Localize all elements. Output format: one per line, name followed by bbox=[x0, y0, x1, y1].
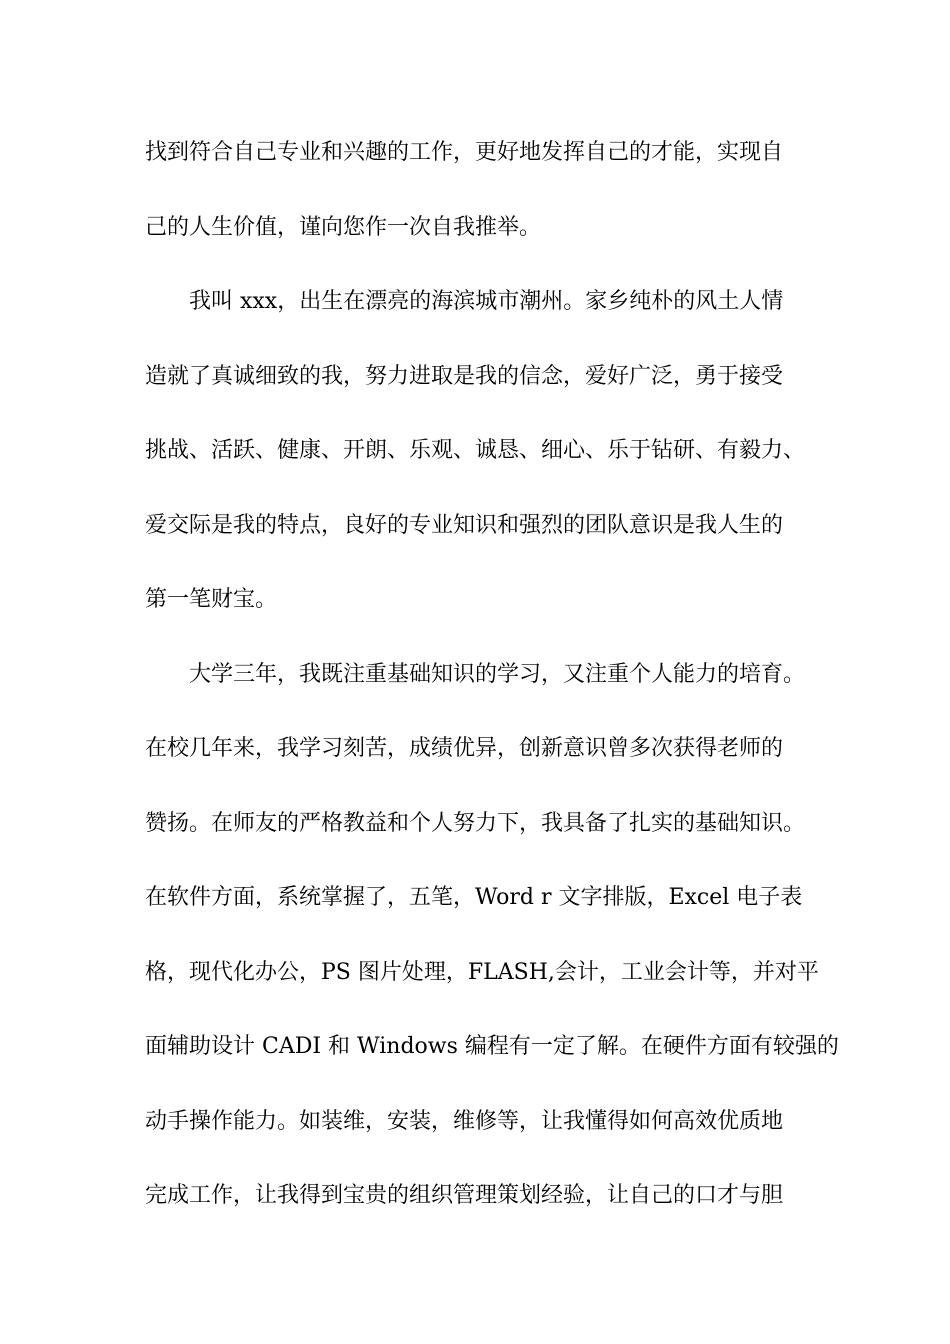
text-line: 己的人生价值，谨向您作一次自我推举。 bbox=[145, 214, 542, 240]
text-line: 造就了真诚细致的我，努力进取是我的信念，爱好广泛，勇于接受 bbox=[145, 363, 784, 389]
text-line: 爱交际是我的特点，良好的专业知识和强烈的团队意识是我人生的 bbox=[145, 512, 784, 538]
document-body bbox=[145, 120, 839, 1238]
text-line: 找到符合自己专业和兴趣的工作，更好地发挥自己的才能，实现自 bbox=[145, 140, 784, 165]
text-line: 在校几年来，我学习刻苦，成绩优异，创新意识曾多次获得老师的 bbox=[145, 736, 784, 761]
text-line: 面辅助设计 CADI 和 Windows 编程有一定了解。在硬件方面有较强的 bbox=[145, 1034, 839, 1059]
text-line: 第一笔财宝。 bbox=[145, 587, 278, 612]
text-line: 完成工作，让我得到宝贵的组织管理策划经验，让自己的口才与胆 bbox=[145, 1183, 784, 1208]
text-line: 格，现代化办公，PS 图片处理，FLASH,会计，工业会计等，并对平 bbox=[145, 959, 819, 985]
text-line: 挑战、活跃、健康、开朗、乐观、诚恳、细心、乐于钻研、有毅力、 bbox=[145, 438, 806, 463]
text-line: 赞扬。在师友的严格教益和个人努力下，我具备了扎实的基础知识。 bbox=[145, 810, 806, 836]
text-line: 大学三年，我既注重基础知识的学习，又注重个人能力的培育。 bbox=[145, 661, 806, 687]
text-line: 在软件方面，系统掌握了，五笔，Word r 文字排版，Excel 电子表 bbox=[145, 885, 803, 910]
text-line: 动手操作能力。如装维，安装，维修等，让我懂得如何高效优质地 bbox=[145, 1108, 784, 1134]
text-line: 我叫 xxx，出生在漂亮的海滨城市潮州。家乡纯朴的风土人情 bbox=[145, 289, 784, 314]
